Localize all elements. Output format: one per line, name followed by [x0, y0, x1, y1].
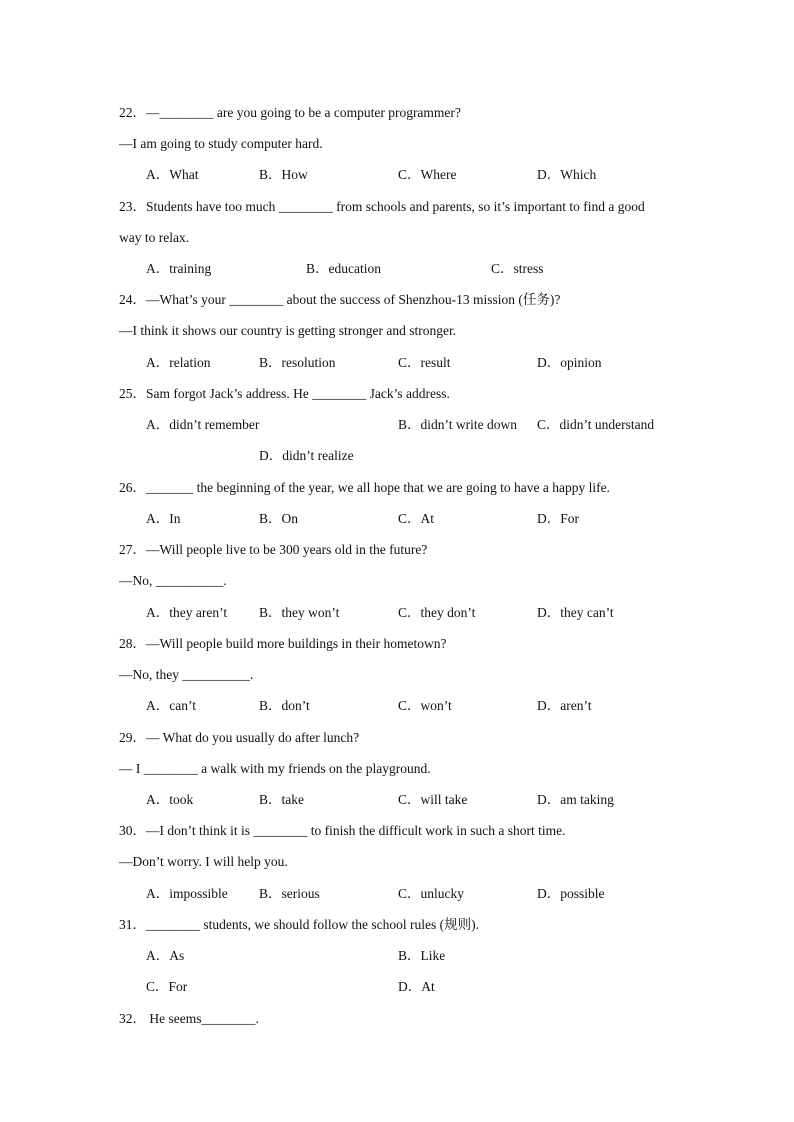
q26-option-a: A．In [146, 511, 181, 526]
q29-option-d: D．am taking [537, 792, 614, 807]
q25-stem: 25．Sam forgot Jack’s address. He ________ Jack’s address. [119, 386, 450, 401]
q30-option-c: C．unlucky [398, 886, 464, 901]
q29-option-b: B．take [259, 792, 304, 807]
q24-option-a: A．relation [146, 355, 211, 370]
q30-option-d: D．possible [537, 886, 605, 901]
q31-option-a: A．As [146, 948, 185, 963]
q28-reply: —No, they __________. [119, 667, 254, 682]
q27-stem: 27．—Will people live to be 300 years old in the future? [119, 542, 428, 557]
q28-option-c: C．won’t [398, 698, 452, 713]
q26-option-d: D．For [537, 511, 580, 526]
q25-option-a: A．didn’t remember [146, 417, 260, 432]
q31-option-d: D．At [398, 979, 435, 994]
q31-stem: 31．________ students, we should follow the school rules (规则). [119, 917, 479, 932]
q30-reply: —Don’t worry. I will help you. [119, 854, 288, 869]
q26-stem: 26．_______ the beginning of the year, we all hope that we are going to have a happy life. [119, 480, 610, 495]
q22-option-d: D．Which [537, 167, 597, 182]
q22-option-b: B．How [259, 167, 308, 182]
q24-option-d: D．opinion [537, 355, 602, 370]
q25-option-b: B．didn’t write down [398, 417, 517, 432]
q28-option-d: D．aren’t [537, 698, 592, 713]
q28-stem: 28．—Will people build more buildings in their hometown? [119, 636, 447, 651]
q31-option-c: C．For [146, 979, 188, 994]
q22-option-a: A．What [146, 167, 199, 182]
q24-option-c: C．result [398, 355, 451, 370]
q27-option-d: D．they can’t [537, 605, 614, 620]
q32-stem: 32． He seems________. [119, 1011, 259, 1026]
q27-option-c: C．they don’t [398, 605, 476, 620]
q23-stem: 23．Students have too much ________ from schools and parents, so it’s important to find a good [119, 199, 645, 214]
q23-stem-continued: way to relax. [119, 230, 190, 245]
q28-option-b: B．don’t [259, 698, 310, 713]
q27-option-b: B．they won’t [259, 605, 340, 620]
q29-option-c: C．will take [398, 792, 468, 807]
q30-option-b: B．serious [259, 886, 320, 901]
q24-option-b: B．resolution [259, 355, 336, 370]
q26-option-c: C．At [398, 511, 435, 526]
q27-option-a: A．they aren’t [146, 605, 228, 620]
q28-option-a: A．can’t [146, 698, 196, 713]
q24-stem: 24．—What’s your ________ about the success of Shenzhou-13 mission (任务)? [119, 292, 561, 307]
q27-reply: —No, __________. [119, 573, 227, 588]
q24-reply: —I think it shows our country is getting stronger and stronger. [119, 323, 457, 338]
q29-reply: — I ________ a walk with my friends on the playground. [119, 761, 431, 776]
q29-option-a: A．took [146, 792, 194, 807]
q23-option-a: A．training [146, 261, 212, 276]
q30-stem: 30．—I don’t think it is ________ to finish the difficult work in such a short time. [119, 823, 566, 838]
q22-option-c: C．Where [398, 167, 457, 182]
q23-option-c: C．stress [491, 261, 544, 276]
q25-option-c: C．didn’t understand [537, 417, 655, 432]
q26-option-b: B．On [259, 511, 299, 526]
q22-stem: 22．—________ are you going to be a computer programmer? [119, 105, 461, 120]
q31-option-b: B．Like [398, 948, 446, 963]
q30-option-a: A．impossible [146, 886, 228, 901]
q23-option-b: B．education [306, 261, 381, 276]
q25-option-d: D．didn’t realize [259, 448, 354, 463]
q22-reply: —I am going to study computer hard. [119, 136, 323, 151]
q29-stem: 29．— What do you usually do after lunch? [119, 730, 360, 745]
